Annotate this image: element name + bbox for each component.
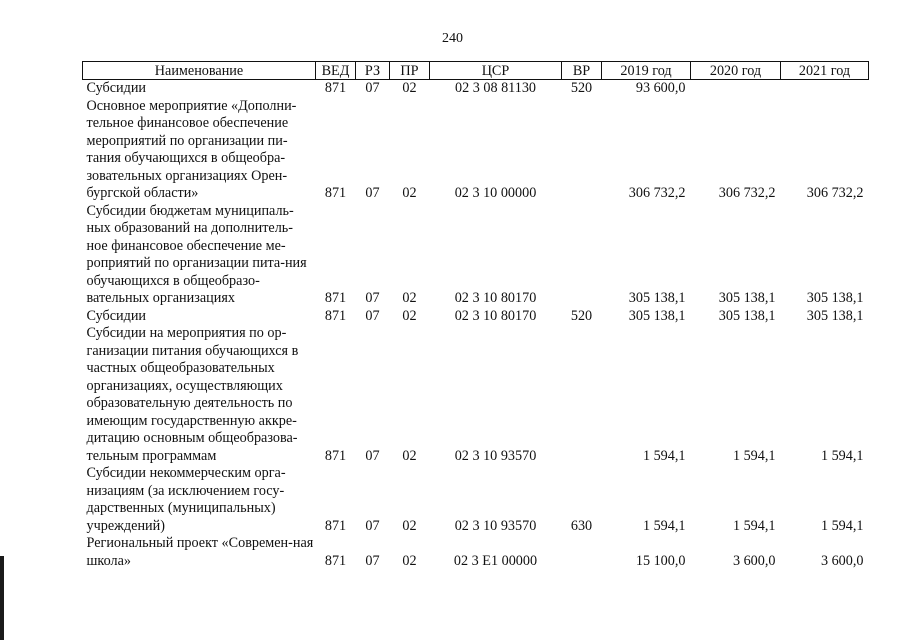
table-header-row — [83, 62, 869, 80]
row-2021: 1 594,1 — [820, 517, 864, 534]
row-csr: 02 3 10 80170 — [454, 307, 537, 324]
row-name: Основное мероприятие «Дополни-тельное финансовое обеспечение мероприятий по организации пи-тания обучающихся в общеобра-зовательных организациях Орен-бургской области» — [86, 97, 297, 201]
row-2021: 305 138,1 — [806, 307, 864, 324]
header-ved: ВЕД — [316, 62, 356, 80]
table-row — [83, 203, 869, 308]
row-ved: 871 — [324, 517, 347, 534]
page-number: 240 — [442, 31, 463, 46]
row-name: Субсидии — [86, 307, 147, 324]
row-vr: 520 — [570, 307, 593, 324]
row-2021: 1 594,1 — [820, 447, 864, 464]
row-name: Субсидии некоммерческим орга-низациям (за исключением госу-дарственных (муниципальных) учреждений) — [86, 465, 286, 534]
header-2020: 2020 год — [691, 62, 781, 80]
table-row — [83, 325, 869, 465]
row-name: Субсидии на мероприятия по ор-ганизации питания обучающихся в частных общеобразовательных организациях, осуществляющих образовательную деятельность по имеющим государственную аккре-дитацию основным общеобразова-тельным программам — [86, 325, 299, 464]
row-2020: 306 732,2 — [718, 185, 776, 201]
row-2020: 305 138,1 — [718, 290, 776, 306]
row-2019: 305 138,1 — [628, 307, 686, 324]
header-2019: 2019 год — [602, 62, 691, 80]
row-2021 — [781, 80, 869, 98]
table-row — [83, 308, 869, 326]
row-pr: 02 — [402, 447, 417, 464]
table-row — [83, 80, 869, 98]
header-name: Наименование — [83, 62, 316, 80]
header-csr: ЦСР — [430, 62, 562, 80]
row-name: Региональный проект «Современ-ная школа» — [86, 535, 314, 569]
row-ved: 871 — [324, 307, 347, 324]
row-rz: 07 — [365, 185, 380, 201]
row-pr: 02 — [402, 517, 417, 534]
row-ved: 871 — [324, 552, 347, 569]
row-2020: 305 138,1 — [718, 307, 776, 324]
row-vr — [562, 203, 602, 308]
scan-edge-mark — [0, 556, 4, 640]
row-pr: 02 — [402, 80, 417, 96]
row-2021: 305 138,1 — [806, 290, 864, 306]
row-vr: 520 — [570, 80, 593, 96]
row-rz: 07 — [365, 307, 380, 324]
row-2020: 1 594,1 — [732, 517, 776, 534]
row-pr: 02 — [402, 552, 417, 569]
row-rz: 07 — [365, 290, 380, 306]
row-csr: 02 3 10 80170 — [454, 290, 537, 306]
row-ved: 871 — [324, 80, 347, 96]
row-rz: 07 — [365, 552, 380, 569]
row-csr: 02 3 08 81130 — [454, 80, 537, 96]
row-vr — [562, 98, 602, 203]
row-2020 — [691, 80, 781, 98]
row-2019: 1 594,1 — [642, 517, 686, 534]
row-2019: 93 600,0 — [635, 80, 686, 96]
row-csr: 02 3 10 00000 — [454, 185, 537, 201]
row-2021: 3 600,0 — [820, 552, 864, 569]
budget-table — [82, 61, 869, 570]
header-pr: ПР — [390, 62, 430, 80]
row-pr: 02 — [402, 185, 417, 201]
table-row — [83, 98, 869, 203]
row-2019: 1 594,1 — [642, 447, 686, 464]
row-vr — [562, 325, 602, 465]
row-rz: 07 — [365, 517, 380, 534]
row-rz: 07 — [365, 447, 380, 464]
row-pr: 02 — [402, 307, 417, 324]
row-2021: 306 732,2 — [806, 185, 864, 201]
row-name: Субсидии — [86, 80, 147, 96]
table-row — [83, 535, 869, 570]
table-row — [83, 465, 869, 535]
row-rz: 07 — [365, 80, 380, 96]
row-csr: 02 3 10 93570 — [454, 517, 537, 534]
row-pr: 02 — [402, 290, 417, 306]
header-2021: 2021 год — [781, 62, 869, 80]
row-2020: 1 594,1 — [732, 447, 776, 464]
row-2019: 15 100,0 — [635, 552, 686, 569]
row-vr: 630 — [570, 517, 593, 534]
header-rz: РЗ — [356, 62, 390, 80]
row-name: Субсидии бюджетам муниципаль-ных образований на дополнитель-ное финансовое обеспечение ме-роприятий по организации пита-ния обучающихся в общеобразо-вательных организациях — [86, 202, 307, 306]
row-ved: 871 — [324, 185, 347, 201]
row-ved: 871 — [324, 447, 347, 464]
header-vr: ВР — [562, 62, 602, 80]
row-2019: 306 732,2 — [628, 185, 686, 201]
row-csr: 02 3 10 93570 — [454, 447, 537, 464]
row-2019: 305 138,1 — [628, 290, 686, 306]
row-vr — [562, 535, 602, 570]
row-csr: 02 3 E1 00000 — [453, 552, 538, 569]
row-2020: 3 600,0 — [732, 552, 776, 569]
row-ved: 871 — [324, 290, 347, 306]
